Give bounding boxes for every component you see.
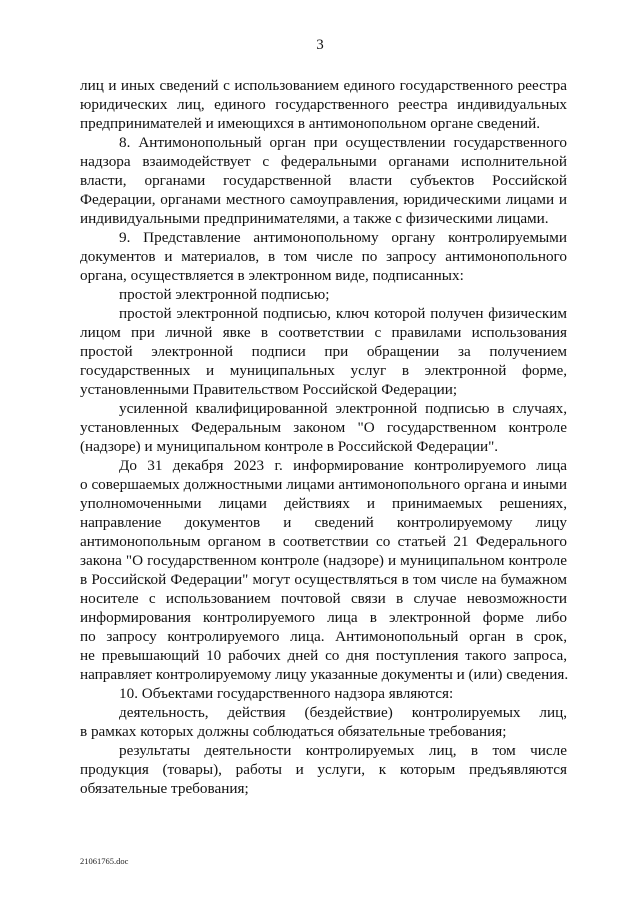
text-line: юридических лиц, единого государственного реестра индивидуальных <box>80 96 567 113</box>
text-line: лиц и иных сведений с использованием единого государственного реестра <box>80 77 567 94</box>
text-line: государственных и муниципальных услуг в электронной форме, <box>80 362 567 379</box>
text-line: (надзоре) и муниципальном контроле в Российской Федерации". <box>80 438 499 455</box>
document-body <box>80 76 567 798</box>
text-line: направляет контролируемому лицу указанные документы и (или) сведения. <box>80 666 569 683</box>
text-line: закона "О государственном контроле (надзоре) и муниципальном контроле <box>80 552 567 569</box>
text-line: 8. Антимонопольный орган при осуществлении государственного <box>119 134 567 151</box>
text-line: простой электронной подписью, ключ которой получен физическим <box>119 305 567 322</box>
text-line: установленных Федеральным законом "О государственном контроле <box>80 419 567 436</box>
text-line: деятельность, действия (бездействие) контролируемых лиц, <box>119 704 567 721</box>
text-line: в рамках которых должны соблюдаться обязательные требования; <box>80 723 507 740</box>
text-line: усиленной квалифицированной электронной подписью в случаях, <box>119 400 567 417</box>
text-line: лицом при личной явке в соответствии с правилами использования <box>80 324 567 341</box>
text-line: в Российской Федерации" могут осуществляться в том числе на бумажном <box>80 571 567 588</box>
text-line: 9. Представление антимонопольному органу контролируемыми <box>119 229 567 246</box>
text-line: простой электронной подписи при обращении за получением <box>80 343 567 360</box>
text-line: индивидуальными предпринимателями, а также с физическими лицами. <box>80 210 549 227</box>
text-line: результаты деятельности контролируемых лиц, в том числе <box>119 742 567 759</box>
text-line: органа, осуществляется в электронном виде, подписанных: <box>80 267 464 284</box>
text-line: 10. Объектами государственного надзора являются: <box>119 685 454 702</box>
text-line: простой электронной подписью; <box>119 286 330 303</box>
text-line: о совершаемых должностными лицами антимонопольного органа и иными <box>80 476 567 493</box>
text-line: Федерации, органами местного самоуправления, юридическими лицами и <box>80 191 567 208</box>
text-line: направление документов и сведений контролируемому лицу <box>80 514 567 531</box>
text-line: надзора взаимодействует с федеральными органами исполнительной <box>80 153 567 170</box>
text-line: предпринимателей и имеющихся в антимонопольном органе сведений. <box>80 115 541 132</box>
text-line: по запросу контролируемого лица. Антимонопольный орган в срок, <box>80 628 567 645</box>
text-line: продукция (товары), работы и услуги, к которым предъявляются <box>80 761 567 778</box>
text-line: документов и материалов, в том числе по запросу антимонопольного <box>80 248 567 265</box>
text-line: не превышающий 10 рабочих дней со дня поступления такого запроса, <box>80 647 567 664</box>
text-line: обязательные требования; <box>80 780 249 797</box>
document-footer-filename: 21061765.doc <box>80 856 129 866</box>
text-line: антимонопольным органом в соответствии со статьей 21 Федерального <box>80 533 567 550</box>
text-line: власти, органами государственной власти субъектов Российской <box>80 172 567 189</box>
text-line: уполномоченными лицами действиях и принимаемых решениях, <box>80 495 567 512</box>
page-number: 3 <box>316 37 324 53</box>
text-line: носителе с использованием почтовой связи в случае невозможности <box>80 590 567 607</box>
text-line: До 31 декабря 2023 г. информирование контролируемого лица <box>119 457 567 474</box>
text-line: установленными Правительством Российской Федерации; <box>80 381 458 398</box>
text-line: информирования контролируемого лица в электронной форме либо <box>80 609 567 626</box>
